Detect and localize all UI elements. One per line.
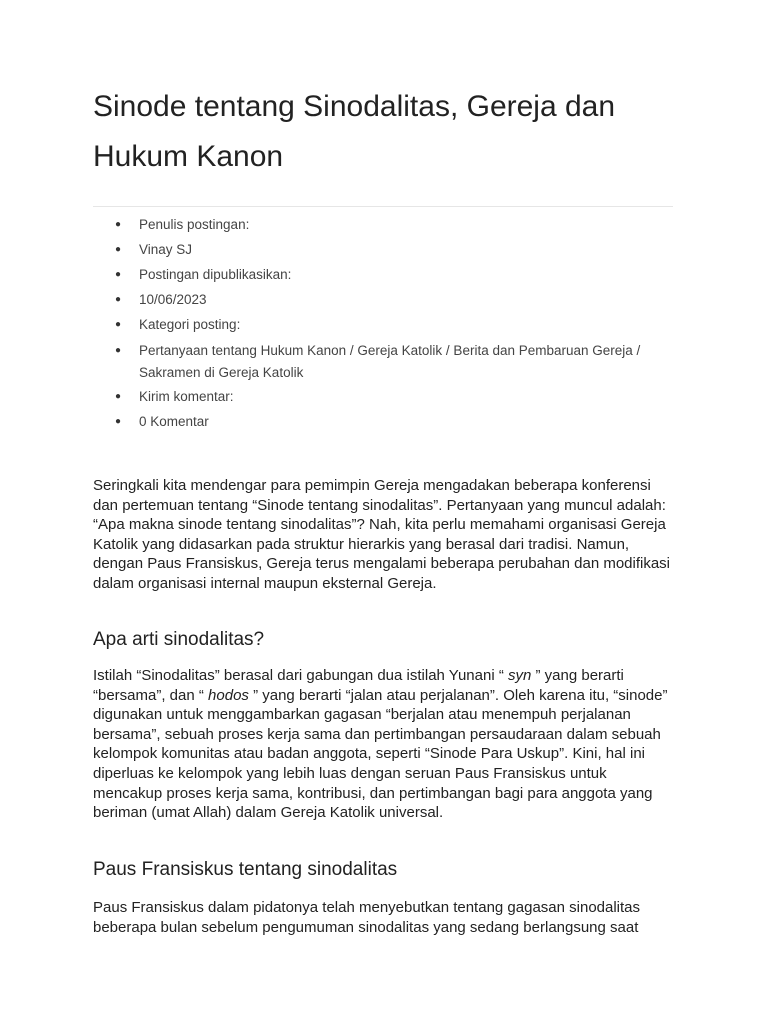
bullet-icon: ● bbox=[115, 391, 122, 402]
meta-item-published-label: ● Postingan dipublikasikan: bbox=[93, 265, 673, 285]
post-meta-list bbox=[93, 215, 673, 437]
article-title: Sinode tentang Sinodalitas, Gereja dan Hukum Kanon bbox=[93, 90, 616, 173]
bullet-icon: ● bbox=[115, 269, 122, 280]
meta-item-categories[interactable]: ● Pertanyaan tentang Hukum Kanon / Gereja Katolik / Berita dan Pembaruan Gereja / Sakramen di Gereja Katolik bbox=[93, 340, 673, 384]
bullet-icon: ● bbox=[115, 416, 122, 427]
meta-item-date: ● 10/06/2023 bbox=[93, 290, 673, 310]
meta-item-author-label: ● Penulis postingan: bbox=[93, 215, 673, 235]
sinodalitas-paragraph: Istilah “Sinodalitas” berasal dari gabungan dua istilah Yunani “ syn ” yang berarti “bersama”, dan “ hodos ” yang berarti “jalan atau perjalanan”. Oleh karena itu, “sinode” digunakan untuk menggambarkan gagasan “berjalan atau menempuh perjalanan bersama”, sebuah proses kerja sama dan pertimbangan persaudaraan dalam sebuah kelompok komunitas atau badan anggota, seperti “Sinode Para Uskup”. Kini, hal ini diperluas ke kelompok yang lebih luas dengan seruan Paus Fransiskus untuk mencakup proses kerja sama, kontribusi, dan pertimbangan bagi para anggota yang beriman (umat Allah) dalam Gereja Katolik universal. bbox=[93, 667, 668, 822]
bullet-icon: ● bbox=[115, 219, 122, 230]
section-heading-paus: Paus Fransiskus tentang sinodalitas bbox=[93, 859, 398, 880]
meta-item-author[interactable]: ● Vinay SJ bbox=[93, 240, 673, 260]
paus-paragraph: Paus Fransiskus dalam pidatonya telah menyebutkan tentang gagasan sinodalitas beberapa bulan sebelum pengumuman sinodalitas yang sedang berlangsung saat bbox=[93, 899, 641, 936]
bullet-icon: ● bbox=[115, 319, 122, 330]
bullet-icon: ● bbox=[115, 294, 122, 305]
meta-item-comment-label: ● Kirim komentar: bbox=[93, 387, 673, 407]
meta-item-comments[interactable]: ● 0 Komentar bbox=[93, 412, 673, 432]
title-divider bbox=[93, 206, 673, 207]
meta-item-category-label: ● Kategori posting: bbox=[93, 315, 673, 335]
bullet-icon: ● bbox=[115, 244, 122, 255]
bullet-icon: ● bbox=[115, 345, 122, 356]
section-heading-sinodalitas: Apa arti sinodalitas? bbox=[93, 629, 265, 650]
intro-paragraph: Seringkali kita mendengar para pemimpin Gereja mengadakan beberapa konferensi dan pertemuan tentang “Sinode tentang sinodalitas”. Pertanyaan yang muncul adalah: “Apa makna sinode tentang sinodalitas”? Nah, kita perlu memahami organisasi Gereja Katolik yang didasarkan pada struktur hierarkis yang berasal dari tradisi. Namun, dengan Paus Fransiskus, Gereja terus mengalami beberapa perubahan dan modifikasi dalam organisasi internal maupun eksternal Gereja. bbox=[93, 477, 671, 592]
